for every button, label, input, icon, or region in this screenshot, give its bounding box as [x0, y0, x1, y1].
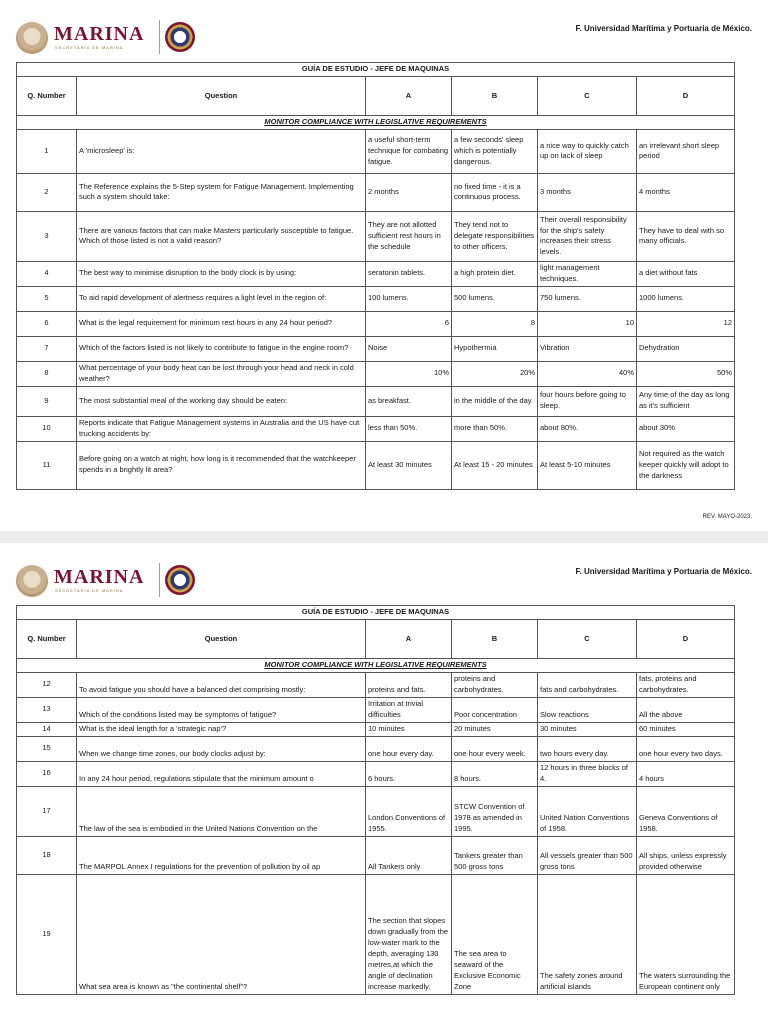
table-row — [17, 786, 735, 836]
table-row — [17, 361, 735, 386]
section-heading: MONITOR COMPLIANCE WITH LEGISLATIVE REQUIREMENTS — [17, 659, 735, 673]
qnumber-cell: 4 — [17, 261, 77, 286]
col-header-c: C — [538, 77, 637, 116]
table-row — [17, 836, 735, 874]
table-row — [17, 416, 735, 441]
qnumber-cell: 15 — [17, 736, 77, 761]
question-cell: To aid rapid development of alertness requires a light level in the region of: — [77, 286, 366, 311]
answer-d-cell: The waters surrounding the European continent only — [637, 874, 735, 994]
revision-note: REV. MAYO-2023. — [702, 514, 752, 520]
question-cell: Which of the factors listed is not likely to contribute to fatigue in the engine room? — [77, 336, 366, 361]
answer-b-cell: 20 minutes — [452, 722, 538, 736]
table-row — [17, 261, 735, 286]
question-cell: The MARPOL Annex I regulations for the prevention of pollution by oil ap — [77, 836, 366, 874]
table-row — [17, 173, 735, 211]
answer-c-cell: Vibration — [538, 336, 637, 361]
section-heading: MONITOR COMPLIANCE WITH LEGISLATIVE REQUIREMENTS — [17, 116, 735, 130]
col-header-b: B — [452, 77, 538, 116]
qnumber-cell: 7 — [17, 336, 77, 361]
answer-a-cell: At least 30 minutes — [366, 441, 452, 489]
question-cell: In any 24 hour period, regulations stipulate that the minimum amount o — [77, 761, 366, 786]
answer-b-cell: 500 lumens. — [452, 286, 538, 311]
table-row — [17, 129, 735, 173]
answer-a-cell: a useful short-term technique for combating fatigue. — [366, 129, 452, 173]
answer-d-cell: 1000 lumens. — [637, 286, 735, 311]
qnumber-cell: 10 — [17, 416, 77, 441]
answer-d-cell: 12 — [637, 311, 735, 336]
institution-name: F. Universidad Marítima y Portuaria de México. — [575, 567, 752, 576]
table-row — [17, 336, 735, 361]
qnumber-cell: 11 — [17, 441, 77, 489]
question-cell: What is the ideal length for a 'strategic nap'? — [77, 722, 366, 736]
answer-c-cell: Their overall responsibility for the ship's safety increases their stress levels. — [538, 211, 637, 261]
table-row — [17, 211, 735, 261]
answer-a-cell: 6 — [366, 311, 452, 336]
marina-logo — [16, 561, 186, 601]
qnumber-cell: 13 — [17, 697, 77, 722]
table-row — [17, 672, 735, 697]
answer-a-cell: 2 months — [366, 173, 452, 211]
qnumber-cell: 6 — [17, 311, 77, 336]
col-header-b: B — [452, 620, 538, 659]
answer-c-cell: Slow reactions — [538, 697, 637, 722]
logo-divider — [159, 563, 160, 597]
answer-d-cell: fats, proteins and carbohydrates. — [637, 672, 735, 697]
qnumber-cell: 3 — [17, 211, 77, 261]
answer-b-cell: The sea area to seaward of the Exclusive Economic Zone — [452, 874, 538, 994]
answer-b-cell: more than 50%. — [452, 416, 538, 441]
question-cell: A 'microsleep' is: — [77, 129, 366, 173]
table-row — [17, 441, 735, 489]
answer-c-cell: 750 lumens. — [538, 286, 637, 311]
answer-d-cell: All the above — [637, 697, 735, 722]
qnumber-cell: 12 — [17, 672, 77, 697]
question-cell: Before going on a watch at night, how long is it recommended that the watchkeeper spends in a brightly lit area? — [77, 441, 366, 489]
answer-d-cell: one hour every two days. — [637, 736, 735, 761]
qnumber-cell: 16 — [17, 761, 77, 786]
question-cell: The best way to minimise disruption to the body clock is by using: — [77, 261, 366, 286]
answer-c-cell: 3 months — [538, 173, 637, 211]
col-header-c: C — [538, 620, 637, 659]
logo-divider — [159, 20, 160, 54]
answer-c-cell: 12 hours in three blocks of 4. — [538, 761, 637, 786]
col-header-qnumber: Q. Number — [17, 620, 77, 659]
col-header-a: A — [366, 620, 452, 659]
marina-logo — [16, 18, 186, 58]
table-row — [17, 311, 735, 336]
answer-a-cell: All Tankers only — [366, 836, 452, 874]
answer-d-cell: 50% — [637, 361, 735, 386]
table-row — [17, 386, 735, 416]
answer-a-cell: 10% — [366, 361, 452, 386]
answer-c-cell: United Nation Conventions of 1958. — [538, 786, 637, 836]
question-cell: Which of the conditions listed may be symptoms of fatigue? — [77, 697, 366, 722]
university-emblem-icon — [165, 22, 195, 52]
institution-name: F. Universidad Marítima y Portuaria de México. — [575, 24, 752, 33]
qnumber-cell: 8 — [17, 361, 77, 386]
col-header-d: D — [637, 620, 735, 659]
question-cell: What percentage of your body heat can be lost through your head and neck in cold weather? — [77, 361, 366, 386]
question-cell: The most substantial meal of the working day should be eaten: — [77, 386, 366, 416]
answer-a-cell: 6 hours. — [366, 761, 452, 786]
answer-c-cell: about 80%. — [538, 416, 637, 441]
col-header-qnumber: Q. Number — [17, 77, 77, 116]
answer-b-cell: 8 hours. — [452, 761, 538, 786]
question-cell: What sea area is known as "the continental shelf"? — [77, 874, 366, 994]
qnumber-cell: 5 — [17, 286, 77, 311]
answer-c-cell: At least 5-10 minutes — [538, 441, 637, 489]
brand-subtitle: SECRETARÍA DE MARINA — [55, 588, 124, 593]
answer-d-cell: Not required as the watch keeper quickly will adopt to the darkness — [637, 441, 735, 489]
answer-b-cell: STCW Convention of 1978 as amended in 1995. — [452, 786, 538, 836]
answer-a-cell: They are not allotted sufficient rest hours in the schedule — [366, 211, 452, 261]
answer-c-cell: a nice way to quickly catch up on lack of sleep — [538, 129, 637, 173]
page-separator — [0, 531, 768, 543]
qnumber-cell: 14 — [17, 722, 77, 736]
answer-a-cell: less than 50%. — [366, 416, 452, 441]
answer-a-cell: 100 lumens. — [366, 286, 452, 311]
table-row — [17, 761, 735, 786]
answer-a-cell: Noise — [366, 336, 452, 361]
answer-d-cell: 4 months — [637, 173, 735, 211]
col-header-question: Question — [77, 77, 366, 116]
answer-d-cell: Dehydration — [637, 336, 735, 361]
answer-d-cell: All ships, unless expressly provided otherwise — [637, 836, 735, 874]
answer-b-cell: 20% — [452, 361, 538, 386]
answer-d-cell: a diet without fats — [637, 261, 735, 286]
answer-c-cell: The safety zones around artificial islands — [538, 874, 637, 994]
table-row — [17, 874, 735, 994]
qnumber-cell: 2 — [17, 173, 77, 211]
answer-a-cell: proteins and fats. — [366, 672, 452, 697]
answer-d-cell: They have to deal with so many officials. — [637, 211, 735, 261]
university-emblem-icon — [165, 565, 195, 595]
answer-b-cell: At least 15 - 20 minutes — [452, 441, 538, 489]
answer-a-cell: London Conventions of 1955. — [366, 786, 452, 836]
answer-d-cell: 60 minutes — [637, 722, 735, 736]
answer-d-cell: 4 hours — [637, 761, 735, 786]
answer-d-cell: an irrelevant short sleep period — [637, 129, 735, 173]
answer-b-cell: 8 — [452, 311, 538, 336]
study-guide-table — [16, 605, 735, 995]
qnumber-cell: 19 — [17, 874, 77, 994]
question-cell: The Reference explains the 5-Step system for Fatigue Management. Implementing such a system should take: — [77, 173, 366, 211]
brand-name: MARINA — [54, 23, 145, 45]
answer-c-cell: 40% — [538, 361, 637, 386]
qnumber-cell: 17 — [17, 786, 77, 836]
study-guide-table — [16, 62, 735, 490]
answer-a-cell: The section that slopes down gradually from the low-water mark to the depth, averaging 130 metres,at which the angle of declination increase markedly. — [366, 874, 452, 994]
question-cell: What is the legal requirement for minimum rest hours in any 24 hour period? — [77, 311, 366, 336]
eagle-seal-icon — [16, 22, 48, 54]
answer-b-cell: proteins and carbohydrates. — [452, 672, 538, 697]
answer-a-cell: Irritation at trivial difficulties — [366, 697, 452, 722]
col-header-a: A — [366, 77, 452, 116]
col-header-d: D — [637, 77, 735, 116]
answer-c-cell: 10 — [538, 311, 637, 336]
question-cell: When we change time zones, our body clocks adjust by: — [77, 736, 366, 761]
answer-b-cell: a few seconds' sleep which is potentially dangerous. — [452, 129, 538, 173]
answer-c-cell: light management techniques. — [538, 261, 637, 286]
answer-b-cell: one hour every week. — [452, 736, 538, 761]
answer-c-cell: two hours every day. — [538, 736, 637, 761]
answer-a-cell: seratonin tablets. — [366, 261, 452, 286]
answer-b-cell: a high protein diet. — [452, 261, 538, 286]
answer-b-cell: no fixed time - it is a continuous process. — [452, 173, 538, 211]
table-row — [17, 697, 735, 722]
table-row — [17, 286, 735, 311]
answer-d-cell: Geneva Conventions of 1958. — [637, 786, 735, 836]
table-row — [17, 722, 735, 736]
eagle-seal-icon — [16, 565, 48, 597]
answer-a-cell: 10 minutes — [366, 722, 452, 736]
answer-b-cell: They tend not to delegate responsibilities to other officers. — [452, 211, 538, 261]
table-title: GUÍA DE ESTUDIO - JEFE DE MAQUINAS — [17, 63, 735, 77]
question-cell: Reports indicate that Fatigue Management systems in Australia and the US have cut trucking accidents by: — [77, 416, 366, 441]
qnumber-cell: 9 — [17, 386, 77, 416]
answer-c-cell: four hours before going to sleep. — [538, 386, 637, 416]
answer-b-cell: Tankers greater than 500 gross tons — [452, 836, 538, 874]
answer-d-cell: Any time of the day as long as it's sufficient — [637, 386, 735, 416]
answer-a-cell: as breakfast. — [366, 386, 452, 416]
table-row — [17, 736, 735, 761]
table-title: GUÍA DE ESTUDIO - JEFE DE MAQUINAS — [17, 606, 735, 620]
qnumber-cell: 18 — [17, 836, 77, 874]
answer-d-cell: about 30% — [637, 416, 735, 441]
question-cell: There are various factors that can make Masters particularly susceptible to fatigue. Which of those listed is not a valid reason? — [77, 211, 366, 261]
question-cell: The law of the sea is embodied in the United Nations Convention on the — [77, 786, 366, 836]
answer-a-cell: one hour every day. — [366, 736, 452, 761]
question-cell: To avoid fatigue you should have a balanced diet comprising mostly: — [77, 672, 366, 697]
answer-c-cell: 30 minutes — [538, 722, 637, 736]
answer-b-cell: in the middle of the day. — [452, 386, 538, 416]
col-header-question: Question — [77, 620, 366, 659]
answer-b-cell: Poor concentration — [452, 697, 538, 722]
qnumber-cell: 1 — [17, 129, 77, 173]
answer-c-cell: All vessels greater than 500 gross tons — [538, 836, 637, 874]
answer-c-cell: fats and carbohydrates. — [538, 672, 637, 697]
brand-name: MARINA — [54, 566, 145, 588]
answer-b-cell: Hypothermia — [452, 336, 538, 361]
brand-subtitle: SECRETARÍA DE MARINA — [55, 45, 124, 50]
